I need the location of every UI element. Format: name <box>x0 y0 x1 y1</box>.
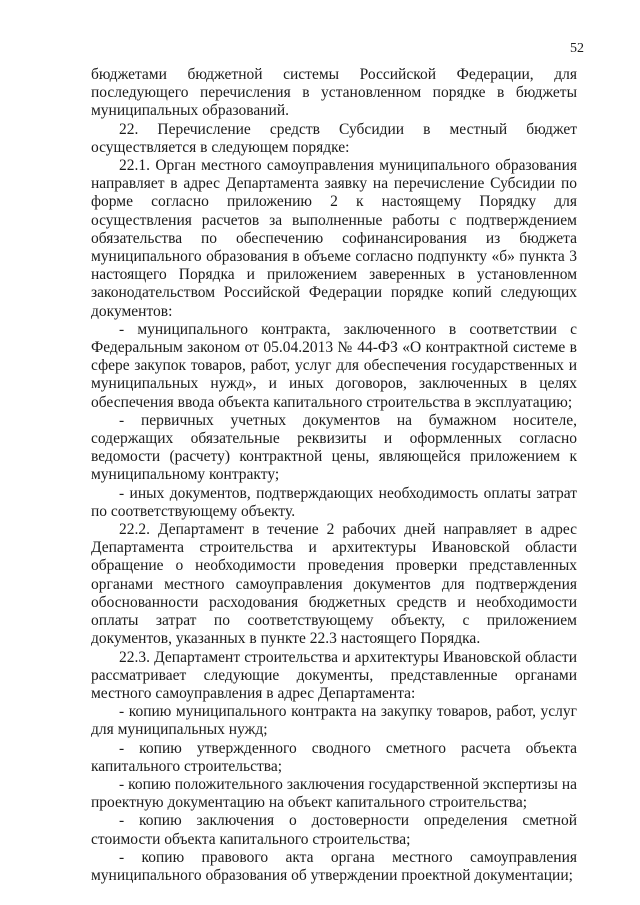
paragraph-22-3: 22.3. Департамент строительства и архитектуры Ивановской области рассматривает следующие документы, представленные органами местного самоуправления в адрес Департамента: <box>91 648 577 702</box>
paragraph-22-2: 22.2. Департамент в течение 2 рабочих дней направляет в адрес Департамента строительства и архитектуры Ивановской области обращение о необходимости проведения проверки представленных органами местного самоуправления документов для подтверждения обоснованности расходования бюджетных средств и необходимости оплаты затрат по соответствующему объекту, с приложением документов, указанных в пункте 22.3 настоящего Порядка. <box>91 521 577 648</box>
paragraph-continuation: бюджетами бюджетной системы Российской Федерации, для последующего перечисления в установленном порядке в бюджеты муниципальных образований. <box>91 66 577 120</box>
list-item-contract-copy: - копию муниципального контракта на закупку товаров, работ, услуг для муниципальных нужд; <box>91 703 577 739</box>
list-item-other-documents: - иных документов, подтверждающих необходимость оплаты затрат по соответствующему объекту. <box>91 484 577 520</box>
page-number: 52 <box>570 41 584 56</box>
paragraph-22: 22. Перечисление средств Субсидии в местный бюджет осуществляется в следующем порядке: <box>91 120 577 156</box>
document-body <box>91 66 577 885</box>
list-item-expertise-copy: - копию положительного заключения государственной экспертизы на проектную документацию на объект капитального строительства; <box>91 775 577 812</box>
list-item-estimate-copy: - копию утвержденного сводного сметного расчета объекта капитального строительства; <box>91 739 577 775</box>
paragraph-22-1: 22.1. Орган местного самоуправления муниципального образования направляет в адрес Департамента заявку на перечисление Субсидии по форме согласно приложению 2 к настоящему Порядку для осуществления расчетов за выполненные работы с подтверждением обязательства по обеспечению софинансирования из бюджета муниципального образования в объеме согласно подпункту «б» пункта 3 настоящего Порядка и приложением заверенных в установленном законодательством Российской Федерации порядке копий следующих документов: <box>91 157 577 320</box>
list-item-municipal-contract: - муниципального контракта, заключенного в соответствии с Федеральным законом от 05.04.2013 № 44-ФЗ «О контрактной системе в сфере закупок товаров, работ, услуг для обеспечения государственных и муниципальных нужд», и иных договоров, заключенных в целях обеспечения ввода объекта капитального строительства в эксплуатацию; <box>91 320 577 411</box>
list-item-legal-act-copy: - копию правового акта органа местного самоуправления муниципального образования об утверждении проектной документации; <box>91 848 577 884</box>
list-item-cost-reliability-copy: - копию заключения о достоверности определения сметной стоимости объекта капитального строительства; <box>91 812 577 848</box>
list-item-primary-documents: - первичных учетных документов на бумажном носителе, содержащих обязательные реквизиты и оформленных согласно ведомости (расчету) контрактной цены, являющейся приложением к муниципальному контракту; <box>91 411 577 484</box>
